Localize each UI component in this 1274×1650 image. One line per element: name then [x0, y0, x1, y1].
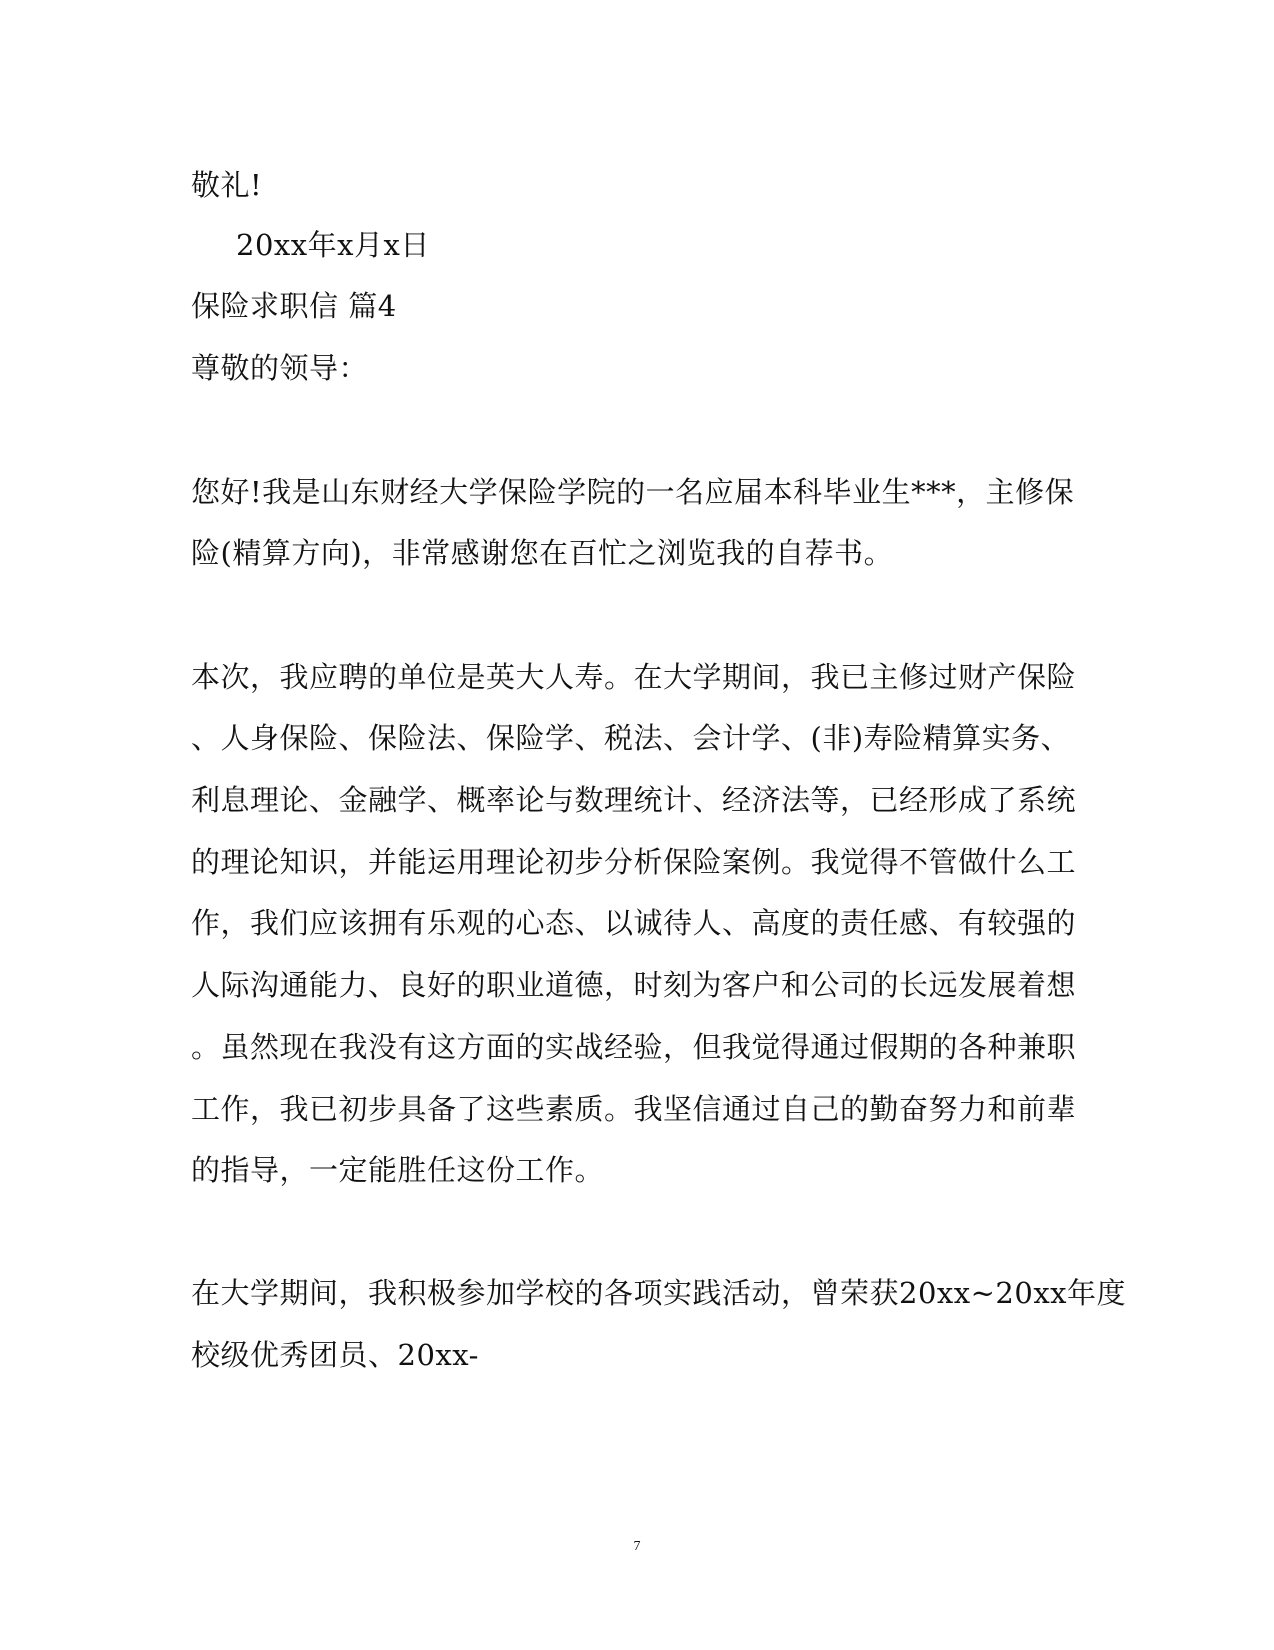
paragraph2-line-9: 的指导，一定能胜任这份工作。: [191, 1153, 605, 1187]
date-line: 20xx年x月x日: [236, 228, 430, 262]
paragraph2-line-4: 的理论知识，并能运用理论初步分析保险案例。我觉得不管做什么工: [191, 845, 1077, 879]
section-title: 保险求职信 篇4: [191, 289, 397, 323]
paragraph2-line-2: 、人身保险、保险法、保险学、税法、会计学、(非)寿险精算实务、: [191, 721, 1071, 755]
page-number: 7: [633, 1539, 641, 1554]
paragraph2-line-7: 。虽然现在我没有这方面的实战经验，但我觉得通过假期的各种兼职: [191, 1030, 1077, 1064]
paragraph2-line-3: 利息理论、金融学、概率论与数理统计、经济法等，已经形成了系统: [191, 783, 1077, 817]
paragraph1-line-2: 险(精算方向)，非常感谢您在百忙之浏览我的自荐书。: [191, 536, 894, 570]
paragraph2-line-1: 本次，我应聘的单位是英大人寿。在大学期间，我已主修过财产保险: [191, 660, 1077, 694]
paragraph3-line-2: 校级优秀团员、20xx-: [191, 1338, 479, 1372]
paragraph2-line-5: 作，我们应该拥有乐观的心态、以诚待人、高度的责任感、有较强的: [191, 906, 1077, 940]
closing-line: 敬礼!: [191, 168, 263, 202]
paragraph1-line-1: 您好!我是山东财经大学保险学院的一名应届本科毕业生***，主修保: [191, 475, 1075, 509]
paragraph2-line-6: 人际沟通能力、良好的职业道德，时刻为客户和公司的长远发展着想: [191, 968, 1077, 1002]
paragraph2-line-8: 工作，我已初步具备了这些素质。我坚信通过自己的勤奋努力和前辈: [191, 1092, 1077, 1126]
paragraph3-line-1: 在大学期间，我积极参加学校的各项实践活动，曾荣获20xx~20xx年度: [191, 1276, 1127, 1310]
salutation-line: 尊敬的领导：: [191, 351, 369, 385]
